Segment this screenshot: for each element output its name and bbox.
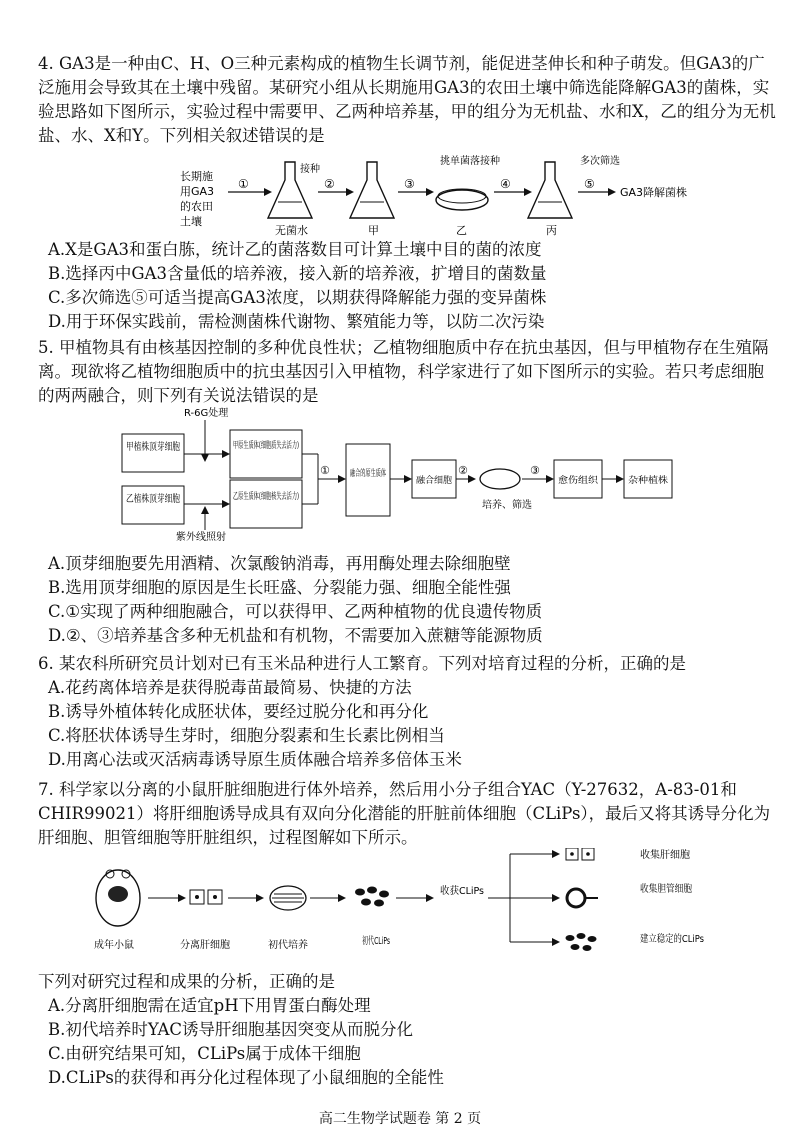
multi-screen-label: 多次筛选 [580,156,620,167]
question-5-options [38,552,778,648]
box-h-label: 杂种植株 [628,476,665,486]
box-e [346,444,414,516]
uv-label: 紫外线照射 [176,532,226,542]
soil-source-label-2: 用GA3 [180,185,215,198]
question-4-options [38,238,778,334]
box-f-label: 融合细胞 [416,476,453,486]
question-stem: 7. 科学家以分离的小鼠肝脏细胞进行体外培养，然后用小分子组合YAC（Y-27632，A-83-01和CHIR99021）将肝细胞诱导成具有双向分化潜能的肝脏前体细胞（CLiPs），最后又将其诱导分化为肝细胞、胆管细胞等肝脏组织，过程图解如下所示。 [38,780,771,847]
question-5 [38,336,778,408]
dish-label: 乙 [456,224,467,237]
flask-a-label: 甲 [368,224,379,237]
soil-source-label-4: 土壤 [180,215,202,228]
option-c: C.①实现了两种细胞融合，可以获得甲、乙两种植物的优良遗传物质 [48,602,543,621]
box-e-label: 融合的原生质体 [350,469,414,479]
step-4-label: ④ [500,177,511,191]
petri-dish-lid [438,189,486,203]
option-b: B.选用顶芽细胞的原因是生长旺盛、分裂能力强、细胞全能性强 [48,578,511,597]
page-footer: 高二生物学试题卷 第 2 页 [318,1111,482,1127]
flask-c [528,162,572,218]
step-2-label: ② [324,177,335,191]
q7-process-diagram [0,848,800,966]
box-d [230,480,349,528]
fusion-step-2: ② [458,464,468,477]
box-a-label: 甲植株顶芽细胞 [126,442,196,453]
culture-label: 培养、筛选 [482,500,532,511]
collect-hepatocyte-label: 收集肝细胞 [640,850,690,861]
option-d: D.用离心法或灭活病毒诱导原生质体融合培养多倍体玉米 [48,750,462,769]
soil-source-label-3: 的农田 [180,200,213,213]
box-g-label: 愈伤组织 [558,476,595,486]
option-b: B.诱导外植体转化成胚状体，要经过脱分化和再分化 [48,702,429,721]
stable-clips-label: 建立稳定的CLiPs [640,934,717,945]
primary-clips-label: 初代CLiPs [362,936,409,947]
step-5-label: ⑤ [584,177,595,191]
option-b: B.初代培养时YAC诱导肝细胞基因突变从而脱分化 [48,1020,414,1039]
box-c-label: 甲原生质体(细胞质失去活力) [233,441,349,451]
question-prompt: 下列对研究过程和成果的分析，正确的是 [38,972,335,991]
r6g-label: R-6G处理 [184,408,229,419]
question-7 [38,778,778,850]
box-b [122,486,196,524]
option-a: A.X是GA3和蛋白胨，统计乙的菌落数目可计算土壤中目的菌的浓度 [48,240,542,259]
option-a: A.花药离体培养是获得脱毒苗最简易、快捷的方法 [48,678,412,697]
box-a [122,434,196,472]
isolate-label: 分离肝细胞 [180,940,230,951]
option-c: C.将胚状体诱导生芽时，细胞分裂素和生长素比例相当 [48,726,445,745]
flask-medium-a [350,162,394,218]
primary-culture-label: 初代培养 [268,940,308,951]
inoculate-label: 接种 [300,164,320,175]
option-c: C.由研究结果可知，CLiPs属于成体干细胞 [48,1044,361,1063]
question-7-options [38,970,778,1090]
box-c [230,430,349,478]
option-a: A.分离肝细胞需在适宜pH下用胃蛋白酶处理 [48,996,371,1015]
option-a: A.顶芽细胞要先用酒精、次氯酸钠消毒，再用酶处理去除细胞壁 [48,554,511,573]
question-4 [38,52,778,148]
question-stem: 4. GA3是一种由C、H、O三种元素构成的植物生长调节剂，能促进茎伸长和种子萌发。但GA3的广泛施用会导致其在土壤中残留。某研究小组从长期施用GA3的农田土壤中筛选能降解GA3的菌株，实验思路如下图所示，实验过程中需要甲、乙两种培养基，甲的组分为无机盐、水和X，乙的组分为无机盐、水、X和Y。下列相关叙述错误的是 [38,54,776,145]
soil-source-label: 长期施 [180,170,213,183]
option-c: C.多次筛选⑤可适当提高GA3浓度，以期获得降解能力强的变异菌株 [48,288,547,307]
result-label: GA3降解菌株 [620,186,688,199]
box-b-label: 乙植株顶芽细胞 [126,494,196,505]
pick-colony-label: 挑单菌落接种 [440,156,500,167]
flask-water-label: 无菌水 [275,224,308,237]
q4-flow-diagram [0,150,800,238]
collect-clips-label: 收获CLiPs [440,886,487,897]
culture-dish [480,469,520,489]
option-d: D.②、③培养基含多种无机盐和有机物，不需要加入蔗糖等能源物质 [48,626,543,645]
question-stem: 6. 某农科所研究员计划对已有玉米品种进行人工繁育。下列对培育过程的分析，正确的是 [38,654,686,673]
question-6 [38,652,778,772]
mouse-label: 成年小鼠 [94,940,134,951]
fusion-step-1: ① [320,464,330,477]
step-3-label: ③ [404,177,415,191]
stable-clips-icon [566,933,597,951]
flask-c-label: 丙 [546,224,557,237]
question-stem: 5. 甲植物具有由核基因控制的多种优良性状；乙植物细胞质中存在抗虫基因，但与甲植物存在生殖隔离。现欲将乙植物细胞质中的抗虫基因引入甲植物，科学家进行了如下图所示的实验。若只考虑细胞的两两融合，则下列有关说法错误的是 [38,338,769,405]
fusion-step-3: ③ [530,464,540,477]
q5-fusion-diagram [0,404,800,542]
clips-cluster-icon [355,887,389,907]
option-d: D.CLiPs的获得和再分化过程体现了小鼠细胞的全能性 [48,1068,444,1087]
option-d: D.用于环保实践前，需检测菌株代谢物、繁殖能力等，以防二次污染 [48,312,545,331]
step-1-label: ① [238,177,249,191]
collect-bile-duct-label: 收集胆管细胞 [640,884,700,895]
box-d-label: 乙原生质体(细胞核失去活力) [233,492,349,502]
petri-dish [436,190,488,210]
option-b: B.选择丙中GA3含量低的培养液，接入新的培养液，扩增目的菌数量 [48,264,547,283]
mouse-liver [108,886,128,902]
bile-duct-icon [567,889,585,907]
